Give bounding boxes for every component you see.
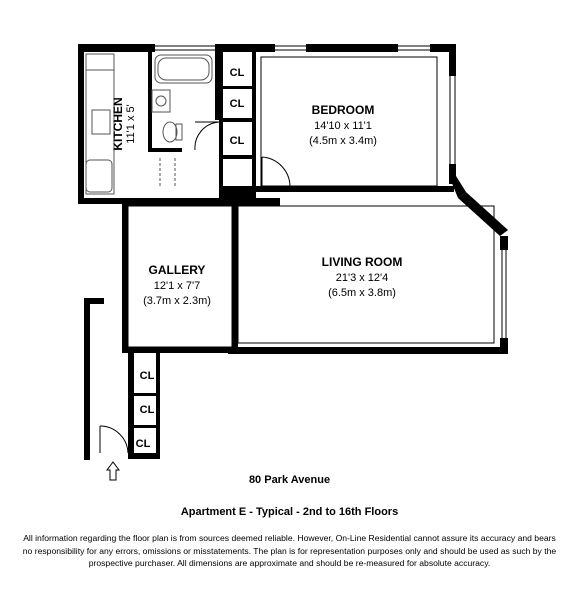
- closet-labels: [136, 67, 245, 450]
- gallery-dims-imperial: 12'1 x 7'7: [153, 280, 201, 292]
- closet-label: CL: [229, 67, 245, 79]
- gallery-name: GALLERY: [148, 263, 206, 277]
- building-address: 80 Park Avenue: [248, 474, 331, 486]
- closet-label: CL: [229, 98, 245, 110]
- living-room-name: LIVING ROOM: [321, 255, 403, 269]
- walls: [78, 44, 508, 460]
- living-room-dims-imperial: 21'3 x 12'4: [335, 272, 389, 284]
- closet-label: CL: [229, 135, 245, 147]
- disclaimer-text: All information regarding the floor plan is from sources deemed reliable. However, On-Line Residential cannot assure its accuracy and bears no responsibility for any errors, omissions or misstatements. The plan is for representation purposes only and should be used as such by the prospective purchaser. All dimensions are approximate and should be re-measured for absolute accuracy.: [22, 533, 557, 568]
- bedroom-dims-metric: (4.5m x 3.4m): [309, 135, 377, 147]
- closet-label: CL: [139, 370, 155, 382]
- bedroom-dims-imperial: 14'10 x 11'1: [314, 120, 372, 132]
- kitchen-dims: 11'1 x 5': [125, 104, 137, 144]
- closet-label: CL: [135, 438, 151, 450]
- bedroom-name: BEDROOM: [311, 103, 375, 117]
- living-room-dims-metric: (6.5m x 3.8m): [328, 287, 396, 299]
- kitchen-name: KITCHEN: [111, 97, 125, 151]
- apartment-subtitle: Apartment E - Typical - 2nd to 16th Floors: [180, 506, 399, 518]
- gallery-dims-metric: (3.7m x 2.3m): [143, 295, 211, 307]
- kitchen-fixtures: [86, 54, 114, 194]
- closet-label: CL: [139, 404, 155, 416]
